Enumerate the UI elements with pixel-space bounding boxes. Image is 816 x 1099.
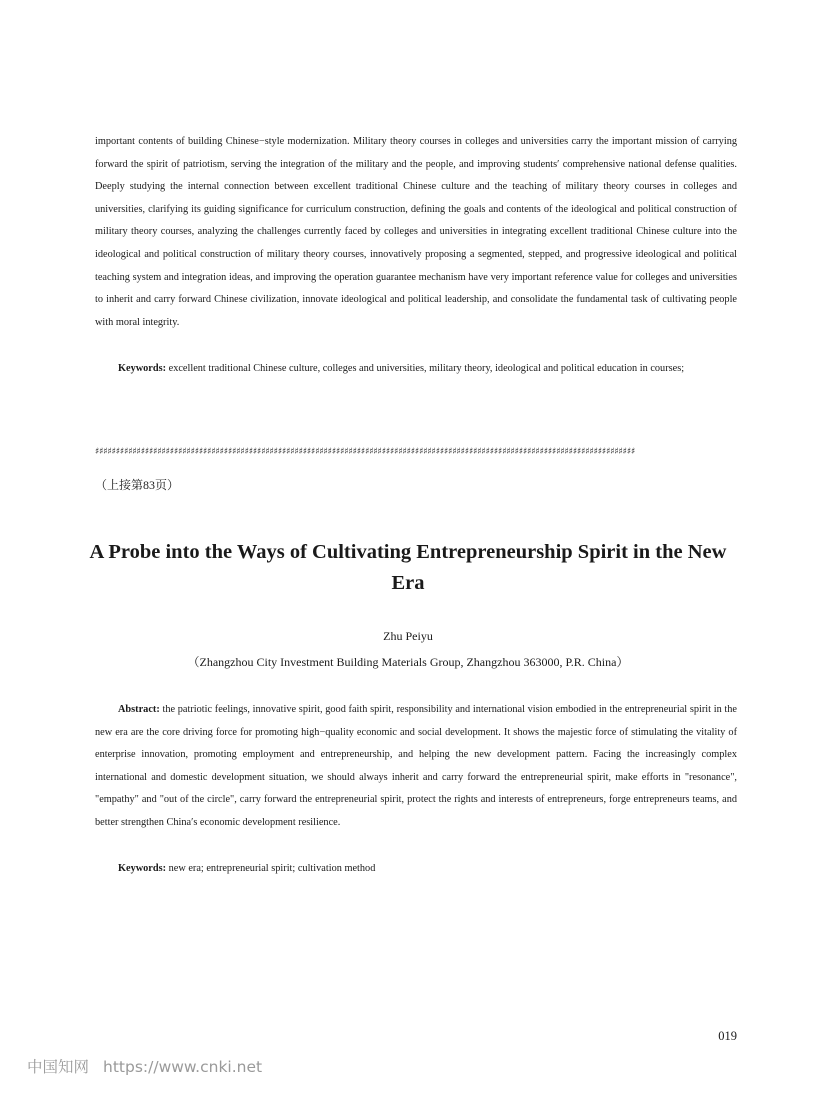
continued-from-note: （上接第83页） (95, 478, 180, 492)
section-divider: ♯♯♯♯♯♯♯♯♯♯♯♯♯♯♯♯♯♯♯♯♯♯♯♯♯♯♯♯♯♯♯♯♯♯♯♯♯♯♯♯♯♯♯♯♯♯♯♯♯♯♯♯♯♯♯♯♯♯♯♯♯♯♯♯♯♯♯♯♯♯♯♯♯♯♯♯♯♯♯♯♯♯♯♯♯♯♯♯♯♯♯♯♯♯♯♯♯♯♯♯♯♯♯♯♯♯♯♯♯♯♯♯♯♯♯♯♯♯♯♯♯♯♯♯♯♯♯♯♯♯ (95, 447, 636, 457)
cnki-brand: 中国知网 (27, 1058, 90, 1076)
previous-keywords (95, 358, 737, 381)
author-affiliation: （Zhangzhou City Investment Building Materials Group, Zhangzhou 363000, P.R. China） (187, 655, 629, 669)
keywords-label: Keywords: (118, 363, 167, 374)
page-number: 019 (718, 1029, 737, 1043)
keywords-text: excellent traditional Chinese culture, colleges and universities, military theory, ideological and political education in courses; (168, 363, 685, 374)
keywords-label: Keywords: (118, 863, 167, 874)
previous-abstract-text: important contents of building Chinese−style modernization. Military theory courses in colleges and universities carry the important mission of carrying forward the spirit of patriotism, serving the integration of the military and the people, and improving students′ comprehensive national defense qualities. Deeply studying the internal connection between excellent traditional Chinese culture and the teaching of military theory courses in colleges and universities, clarifying its guiding significance for curriculum construction, defining the goals and contents of the ideological and political construction of military theory courses, analyzing the challenges currently faced by colleges and universities in integrating excellent traditional Chinese culture into the ideological and political construction of military theory courses, innovatively proposing a segmented, stepped, and progressive ideological and political teaching system and integration ideas, and improving the operation guarantee mechanism have very important reference value for colleges and universities to inherit and carry forward Chinese civilization, innovate ideological and political leadership, and consolidate the fundamental task of cultivating people with moral integrity. (95, 136, 737, 328)
abstract-label: Abstract: (118, 704, 160, 715)
abstract (95, 699, 737, 835)
article-title: A Probe into the Ways of Cultivating Entrepreneurship Spirit in the New Era (89, 541, 727, 594)
article-keywords (95, 858, 737, 881)
keywords-text: new era; entrepreneurial spirit; cultivation method (168, 863, 376, 874)
abstract-text: the patriotic feelings, innovative spirit, good faith spirit, responsibility and international vision embodied in the entrepreneurial spirit in the new era are the core driving force for promoting high−quality economic and social development. It shows the majestic force of stimulating the vitality of enterprise innovation, promoting employment and entrepreneurship, and helping the new development pattern. Facing the increasingly complex international and domestic development situation, we should always inherit and carry forward the entrepreneurial spirit, make efforts in "resonance", "empathy" and "out of the circle", carry forward the entrepreneurial spirit, protect the rights and interests of entrepreneurs, forge entrepreneurs teams, and better strengthen China′s economic development resilience. (95, 704, 737, 828)
watermark-footer (27, 1057, 262, 1077)
cnki-url[interactable]: https://www.cnki.net (103, 1058, 263, 1076)
author-name: Zhu Peiyu (383, 629, 433, 643)
